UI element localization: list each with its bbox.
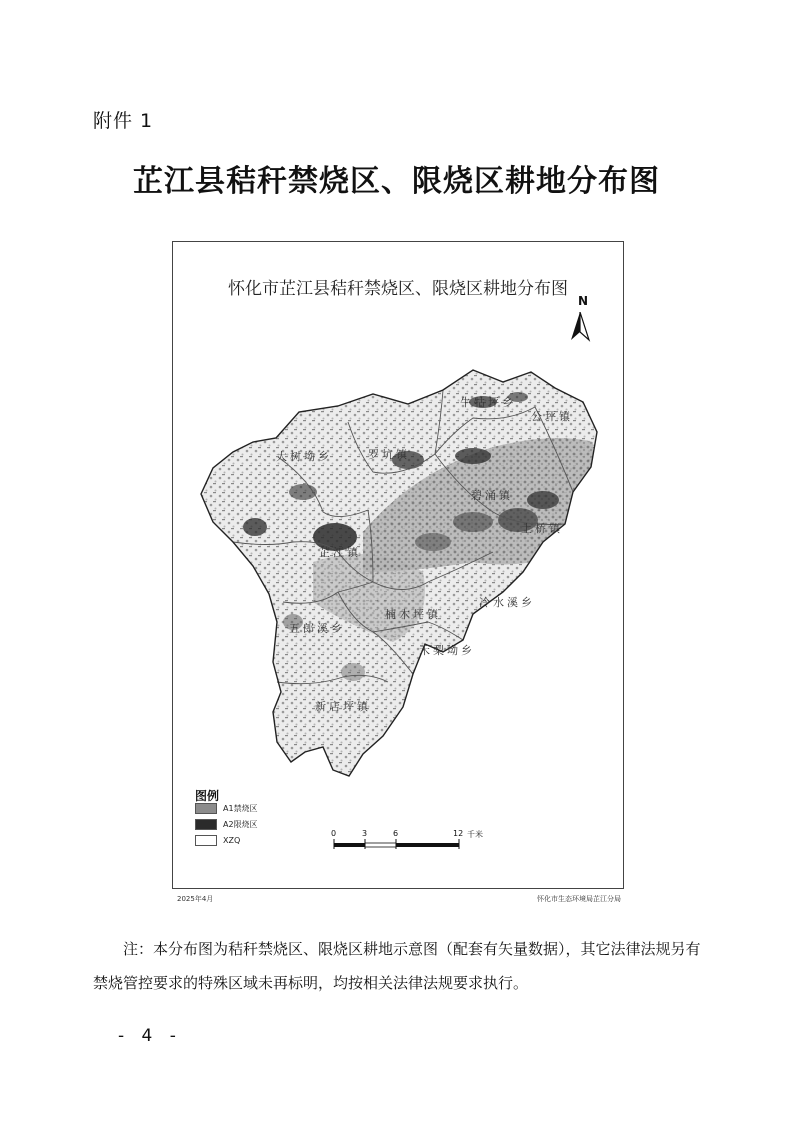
town-label: 冷水溪乡 xyxy=(479,596,535,609)
north-label: N xyxy=(578,294,589,308)
scale-unit: 千米 xyxy=(467,830,483,839)
document-title: 芷江县秸秆禁烧区、限烧区耕地分布图 xyxy=(133,164,660,199)
town-label: 楠木坪镇 xyxy=(385,608,441,621)
scale-bar xyxy=(334,839,459,849)
town-label: 土桥镇 xyxy=(521,522,563,535)
legend-label: A2限烧区 xyxy=(223,819,258,829)
town-label: 碧涌镇 xyxy=(471,489,513,502)
legend-item xyxy=(195,802,258,814)
legend-label: XZQ xyxy=(223,835,241,845)
town-label: 五郎溪乡 xyxy=(289,622,345,635)
page-number: - 4 - xyxy=(118,1026,182,1046)
map-title: 怀化市芷江县秸秆禁烧区、限烧区耕地分布图 xyxy=(228,279,568,299)
legend-item xyxy=(195,834,240,846)
legend-swatch xyxy=(195,835,217,846)
county-map xyxy=(173,242,625,890)
town-label: 新店坪镇 xyxy=(315,700,371,713)
town-label: 公坪镇 xyxy=(531,410,573,423)
attachment-label: 附件 1 xyxy=(93,110,154,132)
map-organization: 怀化市生态环境局芷江分局 xyxy=(537,895,621,903)
map-date: 2025年4月 xyxy=(177,895,214,903)
legend-swatch xyxy=(195,819,217,830)
legend-title: 图例 xyxy=(195,789,220,803)
town-label: 芷江镇 xyxy=(319,546,361,559)
legend-swatch xyxy=(195,803,217,814)
scale-tick-label: 6 xyxy=(393,829,399,838)
town-label: 牛牯坪乡 xyxy=(460,396,516,409)
scale-tick-label: 0 xyxy=(331,829,337,838)
legend-label: A1禁烧区 xyxy=(223,803,258,813)
town-label: 禾梨坳乡 xyxy=(419,644,475,657)
legend-item xyxy=(195,818,258,830)
town-label: 罗坑镇 xyxy=(368,448,410,461)
town-label: 大树坳乡 xyxy=(276,450,332,463)
scale-tick-label: 3 xyxy=(362,829,368,838)
map-frame xyxy=(172,241,624,903)
note-text: 注：本分布图为秸秆禁烧区、限烧区耕地示意图（配套有矢量数据），其它法律法规另有禁烧管控要求的特殊区域未再标明，均按相关法律法规要求执行。 xyxy=(93,940,701,992)
scale-tick-label: 12 xyxy=(453,829,464,838)
